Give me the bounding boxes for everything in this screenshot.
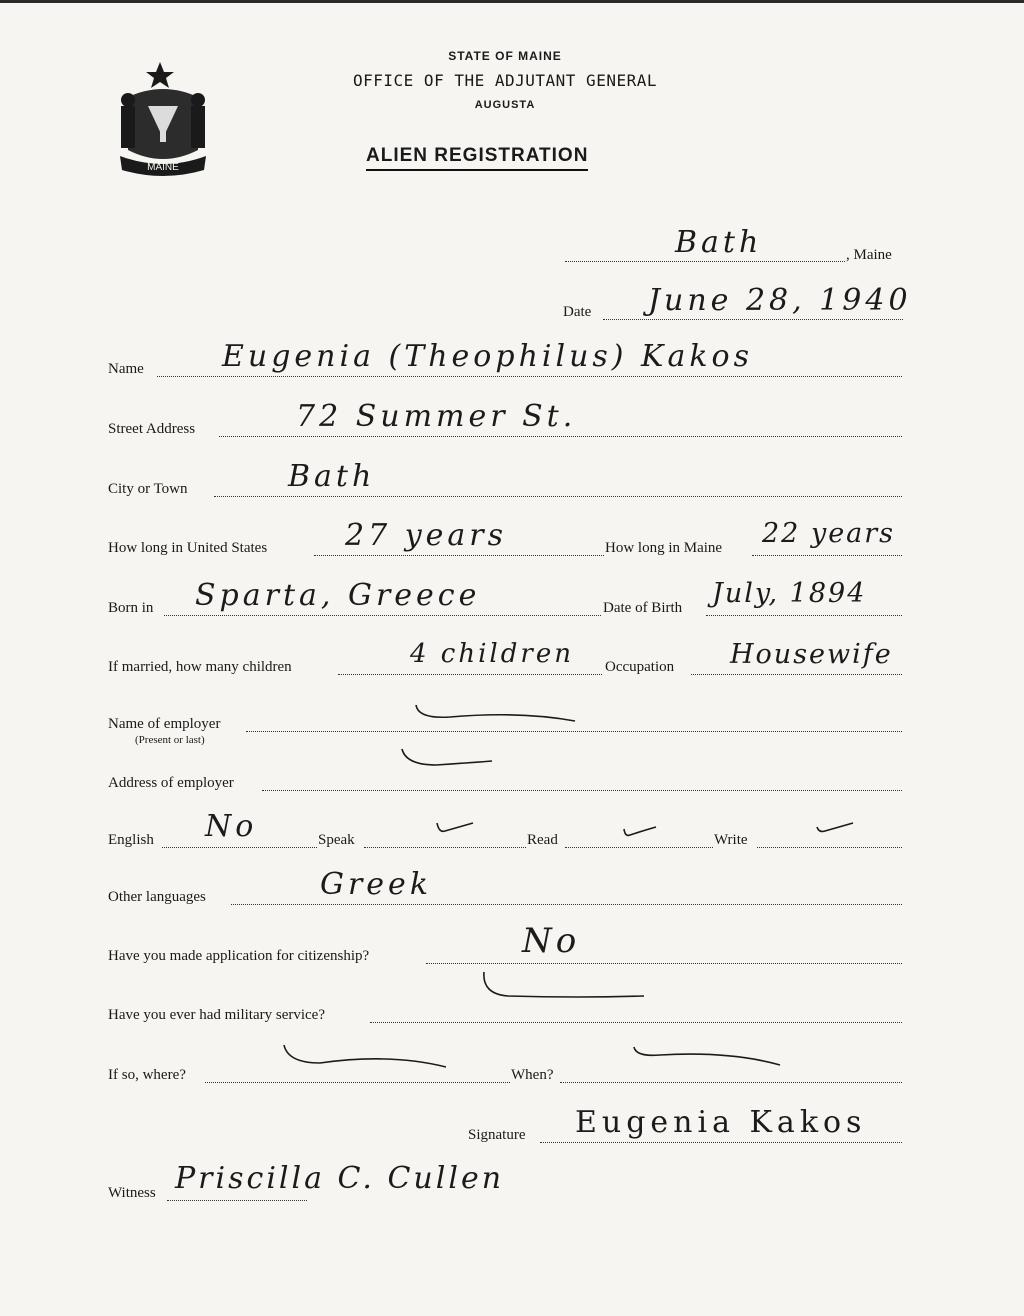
birthplace-line xyxy=(164,615,601,616)
read-label: Read xyxy=(527,832,558,848)
signature-label: Signature xyxy=(468,1127,526,1143)
write-label: Write xyxy=(714,832,748,848)
languages-label: Other languages xyxy=(108,889,206,905)
read-line xyxy=(565,847,713,848)
military-line xyxy=(370,1022,902,1023)
occupation-line xyxy=(691,674,902,675)
speak-tick-mark xyxy=(435,821,475,837)
maine-duration-label: How long in Maine xyxy=(605,540,723,556)
city-line xyxy=(214,496,902,497)
location-line xyxy=(565,261,845,262)
city-label: City or Town xyxy=(108,481,188,497)
employer-address-dash-mark xyxy=(396,743,496,773)
maine-seal-icon xyxy=(108,58,218,178)
date-line xyxy=(603,319,903,320)
name-label: Name xyxy=(108,361,144,377)
maine-duration-value: 22 years xyxy=(762,518,896,549)
write-line xyxy=(757,847,902,848)
witness-line xyxy=(167,1200,307,1201)
when-label: When? xyxy=(511,1067,554,1083)
date-label: Date xyxy=(563,304,592,320)
date-value: June 28, 1940 xyxy=(648,283,912,318)
english-label: English xyxy=(108,832,154,848)
where-label: If so, where? xyxy=(108,1067,186,1083)
birthplace-value: Sparta, Greece xyxy=(195,578,481,613)
languages-value: Greek xyxy=(320,867,432,902)
us-duration-value: 27 years xyxy=(345,518,508,553)
military-dash-mark xyxy=(478,968,648,1004)
when-line xyxy=(560,1082,902,1083)
employer-address-line xyxy=(262,790,902,791)
employer-sublabel: (Present or last) xyxy=(135,734,205,746)
citizenship-line xyxy=(426,963,902,964)
street-line xyxy=(219,436,902,437)
maine-duration-line xyxy=(752,555,902,556)
military-label: Have you ever had military service? xyxy=(108,1007,325,1023)
speak-label: Speak xyxy=(318,832,355,848)
english-value: No xyxy=(205,809,258,844)
name-value: Eugenia (Theophilus) Kakos xyxy=(222,339,753,374)
write-tick-mark xyxy=(815,821,855,837)
city-heading: AUGUSTA xyxy=(474,99,536,111)
children-label: If married, how many children xyxy=(108,659,292,675)
birthplace-label: Born in xyxy=(108,600,154,616)
birth-date-value: July, 1894 xyxy=(712,578,867,609)
children-value: 4 children xyxy=(410,639,574,669)
english-line xyxy=(162,847,317,848)
us-duration-label: How long in United States xyxy=(108,540,268,556)
witness-value: Priscilla C. Cullen xyxy=(175,1161,505,1196)
street-label: Street Address xyxy=(108,421,196,437)
employer-dash-mark xyxy=(410,699,580,729)
speak-line xyxy=(364,847,526,848)
name-line xyxy=(157,376,902,377)
city-value: Bath xyxy=(288,459,376,494)
state-heading: STATE OF MAINE xyxy=(448,49,562,63)
languages-line xyxy=(231,904,902,905)
signature-value: Eugenia Kakos xyxy=(575,1105,867,1140)
location-value: Bath xyxy=(675,225,763,260)
where-line xyxy=(205,1082,510,1083)
signature-line xyxy=(540,1142,902,1143)
employer-address-label: Address of employer xyxy=(108,775,234,791)
read-tick-mark xyxy=(622,825,658,841)
occupation-value: Housewife xyxy=(730,639,893,670)
location-suffix: , Maine xyxy=(846,247,892,263)
birth-date-label: Date of Birth xyxy=(603,600,683,616)
where-dash-mark xyxy=(280,1041,450,1071)
street-value: 72 Summer St. xyxy=(296,399,577,434)
witness-label: Witness xyxy=(108,1185,156,1201)
us-duration-line xyxy=(314,555,604,556)
citizenship-label: Have you made application for citizenship? xyxy=(108,948,370,964)
birth-date-line xyxy=(706,615,902,616)
employer-line xyxy=(246,731,902,732)
when-dash-mark xyxy=(630,1043,785,1069)
seal-text: MAINE xyxy=(147,162,179,173)
citizenship-value: No xyxy=(522,921,581,961)
occupation-label: Occupation xyxy=(605,659,675,675)
employer-label: Name of employer xyxy=(108,716,221,732)
children-line xyxy=(338,674,602,675)
office-heading: OFFICE OF THE ADJUTANT GENERAL xyxy=(353,71,657,90)
form-title: ALIEN REGISTRATION xyxy=(366,145,588,171)
